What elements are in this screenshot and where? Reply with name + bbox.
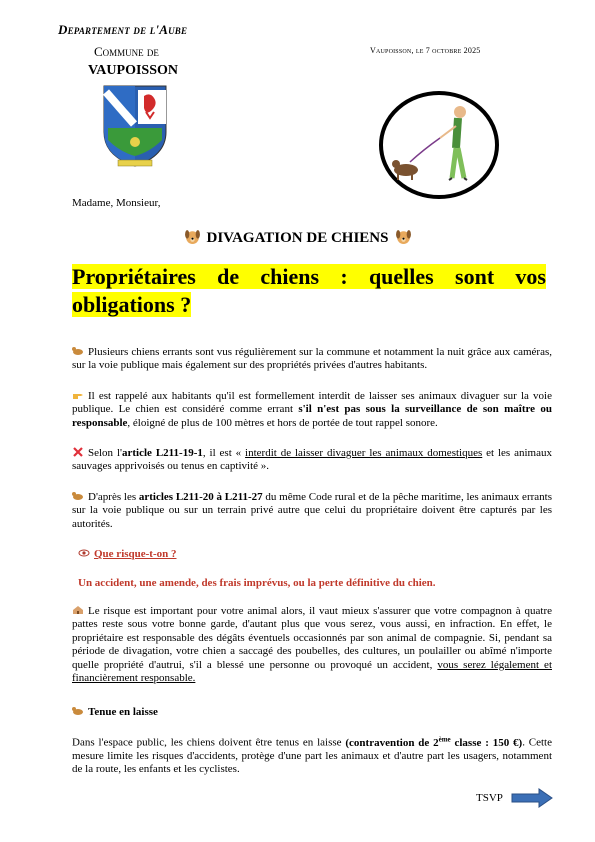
house-icon <box>72 605 84 615</box>
notice-title <box>0 228 595 247</box>
leash-heading: Tenue en laisse <box>72 706 552 719</box>
eye-icon <box>78 548 90 558</box>
dog-walker-illustration <box>378 90 500 200</box>
headline <box>72 263 546 319</box>
cross-mark-icon <box>72 447 84 457</box>
town-crest-logo <box>100 82 170 168</box>
headline-text: Propriétaires de chiens : quelles sont vos obligations ? <box>72 264 546 317</box>
paragraph-leash-rule: Dans l'espace public, les chiens doivent être tenus en laisse (contravention de 2ème classe : 150 €). Cette mesure limite les risques d'accidents, protège d'une part les animaux et d'autre part les usagers, notamment de la route, les enfants et les cyclistes. <box>72 735 553 776</box>
notice-title-text: DIVAGATION DE CHIENS <box>206 230 389 246</box>
paragraph-article-l211-19-1: Selon l'article L211-19-1, il est « interdit de laisser divaguer les animaux domestiques et les animaux sauvages apprivoisés ou tenus en captivité ». <box>72 447 552 473</box>
dog-face-icon <box>184 228 201 245</box>
pointing-hand-icon <box>72 390 84 400</box>
dog-icon <box>72 346 84 356</box>
salutation: Madame, Monsieur, <box>72 197 161 209</box>
right-arrow-icon <box>511 788 553 808</box>
risk-summary: Un accident, une amende, des frais imprévus, ou la perte définitive du chien. <box>78 577 436 589</box>
risk-heading: Que risque-t-on ? <box>78 548 177 560</box>
dog-face-icon <box>395 228 412 245</box>
commune-label: Commune de <box>94 44 159 59</box>
town-name: VAUPOISSON <box>88 63 178 78</box>
paragraph-stray-dogs: Plusieurs chiens errants sont vus régulièrement sur la commune et notamment la nuit grâce aux caméras, sur la voie publique mais également sur des propriétés privées d'autres habitants. <box>72 346 552 372</box>
paragraph-articles-l211-20: D'après les articles L211-20 à L211-27 du même Code rural et de la pêche maritime, les animaux errants sur la voie publique ou sur un terrain privé autre que celui du propriétaire doivent être capturés par les autorités. <box>72 491 552 530</box>
dog-icon <box>72 706 84 716</box>
letter-date: Vaupoisson, le 7 octobre 2025 <box>370 46 481 55</box>
paragraph-reminder: Il est rappelé aux habitants qu'il est formellement interdit de laisser ses animaux divaguer sur la voie publique. Le chien est considéré comme errant s'il n'est pas sous la surveillance de son maître ou responsable, éloigné de plus de 100 mètres et hors de portée de tout rappel sonore. <box>72 390 552 429</box>
tsvp-label: TSVP <box>476 792 503 804</box>
paragraph-owner-responsibility: Le risque est important pour votre animal alors, il vaut mieux s'assurer que votre compagnon à quatre pattes reste sous votre bonne garde, d'autant plus que vous serez, vous aussi, en infraction. En effet, le propriétaire est responsable des dégâts éventuels occasionnés par son animal de compagnie. Si, pendant sa période de divagation, votre chien a saccagé des poubelles, des cultures, un poulailler ou abîmé n'importe quelle propriété d'autrui, s'il a blessé une personne ou provoqué un accident, vous serez légalement et financièrement responsable. <box>72 605 552 685</box>
department-name: Departement de l'Aube <box>58 22 188 37</box>
dog-icon <box>72 491 84 501</box>
